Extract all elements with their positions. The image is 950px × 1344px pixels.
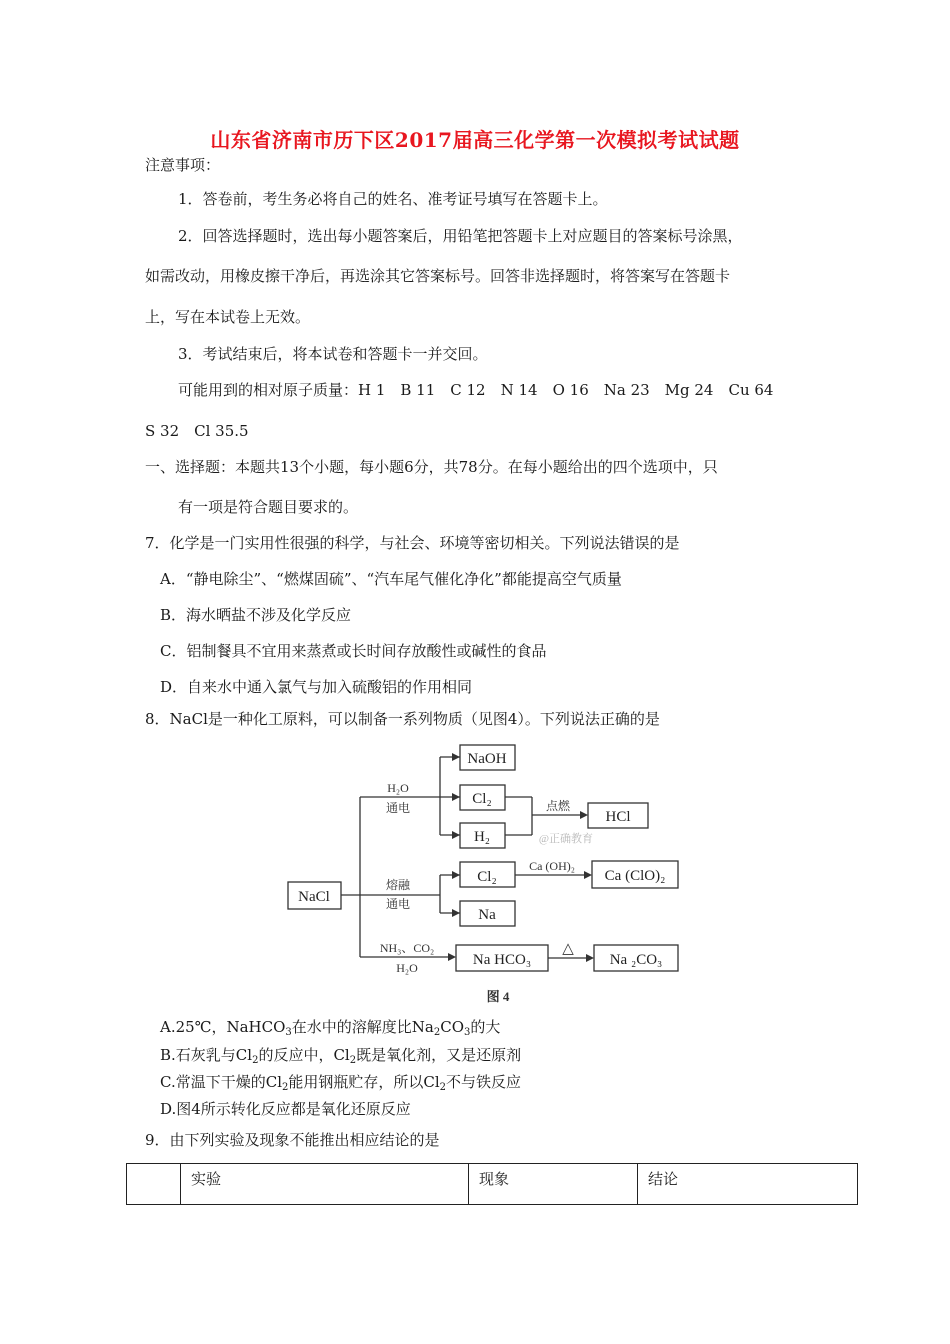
q8-a-sub1: 3 [285,1027,292,1038]
table-header-conclusion: 结论 [638,1164,858,1205]
table-header-index [127,1164,181,1205]
condition-3-top: NH₃、CO₂ [379,941,435,955]
notice-item-3: 3．考试结束后，将本试卷和答题卡一并交回。 [178,345,488,363]
figure-caption: 图 4 [486,989,510,1004]
arrow-nahco3 [448,953,456,961]
notice-heading: 注意事项： [145,156,221,174]
notice-item-2-line-1: 2．回答选择题时，选出每小题答案后，用铅笔把答题卡上对应题目的答案标号涂黑， [178,227,743,245]
table-header-phenomenon: 现象 [469,1164,638,1205]
nacl-label: NaCl [298,889,330,905]
q8-b-mid: 的反应中，Cl [258,1046,350,1064]
q8-c-sub2: 2 [439,1082,447,1093]
arrow-caclo2 [584,871,592,879]
condition-1-bottom: 通电 [385,801,411,815]
caclo2-label: Ca (ClO)₂ [604,868,666,884]
q7-option-c: C．铝制餐具不宜用来蒸煮或长时间存放酸性或碱性的食品 [160,642,547,660]
q8-a-post: 的大 [470,1018,501,1036]
ignite-label: 点燃 [545,799,571,813]
na2co3-label: Na ₂CO₃ [609,952,663,968]
naoh-label: NaOH [467,751,507,767]
q8-a-mid: 在水中的溶解度比Na [291,1018,434,1036]
q8-a-sub3: 3 [464,1027,471,1038]
section-1-line-1: 一、选择题：本题共13个小题，每小题6分，共78分。在每小题给出的四个选项中，只 [145,458,718,476]
notice-item-1: 1．答卷前，考生务必将自己的姓名、准考证号填写在答题卡上。 [178,190,608,208]
q8-option-b [160,1045,521,1071]
q9-stem: 9．由下列实验及现象不能推出相应结论的是 [145,1131,440,1149]
nahco3-label: Na HCO₃ [472,952,532,968]
table-header-row [127,1164,858,1205]
q8-c-pre: C.常温下干燥的Cl [160,1073,282,1091]
q7-option-b: B．海水晒盐不涉及化学反应 [160,606,352,624]
q8-a-mid2: CO [440,1018,465,1036]
page-title: 山东省济南市历下区2017届高三化学第一次模拟考试试题 [210,128,740,152]
cl2-molten-label: Cl₂ [477,869,497,885]
atomic-mass-line-1: 可能用到的相对原子质量：H 1 B 11 C 12 N 14 O 16 Na 23 Mg 24 Cu 64 [178,381,774,399]
q7-option-a: A．“静电除尘”、“燃煤固硫”、“汽车尾气催化净化”都能提高空气质量 [160,570,622,588]
q8-a-pre: A.25℃，NaHCO [160,1018,286,1036]
q8-b-post: 既是氧化剂，又是还原剂 [356,1046,522,1064]
q8-c-post: 不与铁反应 [446,1073,522,1091]
q7-option-d: D．自来水中通入氯气与加入硫酸铝的作用相同 [160,678,473,696]
na-label: Na [478,907,496,923]
q8-a-sub2: 2 [433,1027,441,1038]
arrow-na [452,909,460,917]
q7-stem: 7．化学是一门实用性很强的科学，与社会、环境等密切相关。下列说法错误的是 [145,534,680,552]
q8-c-sub1: 2 [282,1082,289,1093]
q8-option-a [160,1017,500,1043]
arrow-hcl [580,811,588,819]
cl2-label: Cl₂ [472,791,492,807]
section-1-line-2: 有一项是符合题目要求的。 [178,498,359,516]
q8-b-sub2: 2 [349,1055,357,1066]
h2-label: H₂ [473,829,491,845]
nacl-flow-diagram [270,735,710,1010]
arrow-cl2-molten [452,871,460,879]
table-header-experiment: 实验 [181,1164,469,1205]
q8-option-c [160,1072,521,1098]
hcl-label: HCl [605,809,631,825]
heat-label: △ [562,941,574,957]
watermark: @正确教育 [538,833,594,845]
condition-2-top: 熔融 [385,878,411,892]
q8-b-sub1: 2 [252,1055,259,1066]
q8-stem: 8．NaCl是一种化工原料，可以制备一系列物质（见图4）。下列说法正确的是 [145,710,660,728]
condition-3-bottom: H₂O [396,961,418,975]
q8-option-d: D.图4所示转化反应都是氧化还原反应 [160,1100,411,1118]
arrow-h2 [452,831,460,839]
arrow-naoh [452,753,460,761]
q9-table [126,1163,858,1205]
q8-c-mid: 能用钢瓶贮存，所以Cl [288,1073,440,1091]
q8-b-pre: B.石灰乳与Cl [160,1046,253,1064]
condition-2-bottom: 通电 [385,897,411,911]
arrow-cl2 [452,793,460,801]
arrow-na2co3 [586,954,594,962]
condition-1-top: H₂O [387,781,409,795]
atomic-mass-line-2: S 32 Cl 35.5 [145,422,249,440]
notice-item-2-line-3: 上，写在本试卷上无效。 [145,308,311,326]
caoh2-label: Ca (OH)₂ [529,859,575,873]
notice-item-2-line-2: 如需改动，用橡皮擦干净后，再选涂其它答案标号。回答非选择题时，将答案写在答题卡 [145,267,731,285]
